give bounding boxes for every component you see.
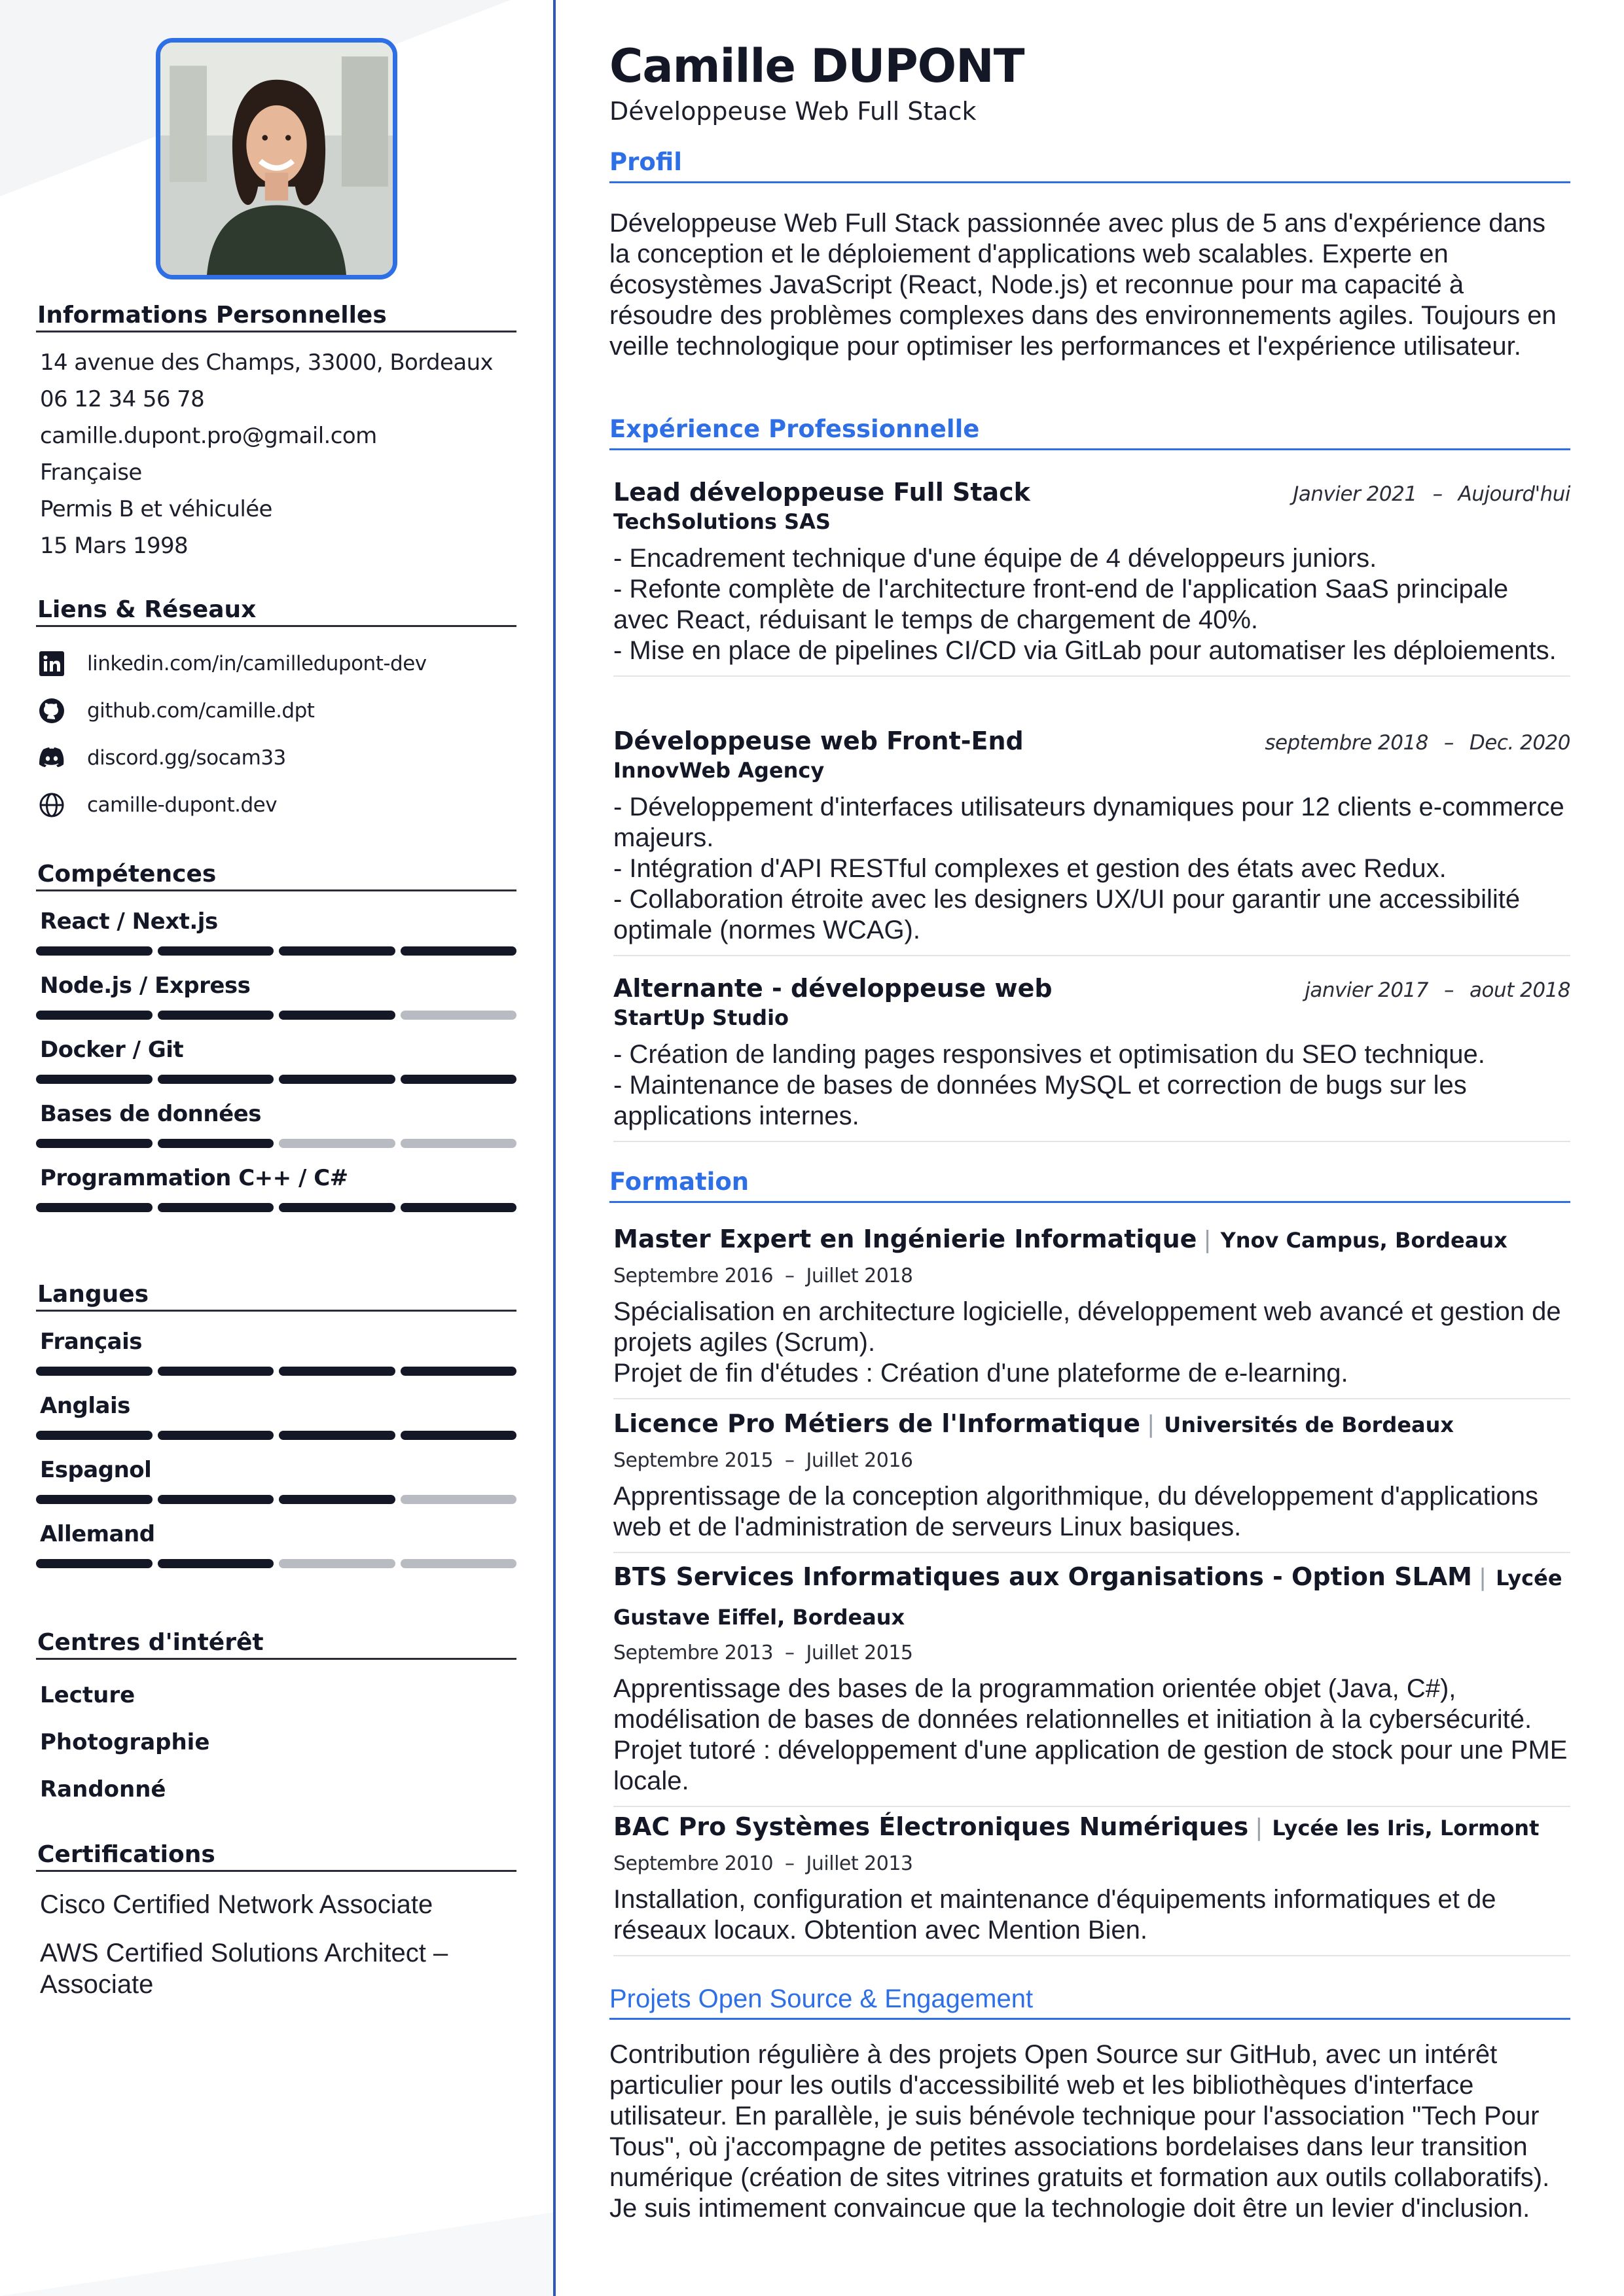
language-item (36, 1520, 516, 1568)
languages-section (36, 1278, 516, 1568)
language-label: Anglais (40, 1393, 130, 1419)
certifications-list (36, 1889, 516, 2000)
education-start: Septembre 2016 (613, 1265, 774, 1287)
level-segment (279, 1559, 395, 1568)
education-description (613, 1481, 1570, 1543)
education-line: Projet tutoré : développement d'une application de gestion de stock pour une PME locale. (613, 1736, 1568, 1795)
skill-level-bar (36, 1011, 516, 1020)
level-segment (158, 1139, 274, 1148)
job-company: StartUp Studio (613, 1005, 789, 1030)
projects-heading: Projets Open Source & Engagement (609, 1983, 1570, 2020)
linkedin-icon (37, 649, 66, 678)
level-segment (279, 1011, 395, 1020)
job-company: TechSolutions SAS (613, 509, 831, 534)
personal-info-item: 15 Mars 1998 (40, 533, 189, 559)
education-dates: Septembre 2010 – Juillet 2013 (613, 1852, 913, 1875)
level-segment (401, 1011, 517, 1020)
job-bullet: - Développement d'interfaces utilisateurs dynamiques pour 12 clients e-commerce majeurs. (613, 793, 1564, 852)
level-segment (36, 1203, 153, 1212)
job-company: InnovWeb Agency (613, 758, 825, 783)
skill-label: Programmation C++ / C# (40, 1165, 348, 1191)
level-segment (36, 1495, 153, 1504)
language-label: Espagnol (40, 1457, 152, 1483)
personal-info-item: 14 avenue des Champs, 33000, Bordeaux (40, 350, 494, 376)
education-entry: BTS Services Informatiques aux Organisations - Option SLAM | Lycée Gustave Eiffel, Bordeaux Septembre 2013 – Juillet 2015 Apprentissage des bases de la programmation orientée objet (Java, C#), modélisation de bases de données relationnelles et initiation à la cybersécurité. Projet tutoré : développement d'une application de gestion de stock pour une PME locale. (613, 1559, 1570, 1807)
level-segment (158, 1011, 274, 1020)
education-line: Projet de fin d'études : Création d'une plateforme de e-learning. (613, 1359, 1348, 1388)
level-segment (401, 1367, 517, 1376)
education-title: BAC Pro Systèmes Électroniques Numériques (613, 1812, 1249, 1841)
certifications-section (36, 1838, 516, 2000)
profile-text: Développeuse Web Full Stack passionnée avec plus de 5 ans d'expérience dans la conception et le déploiement d'applications web scalables. Experte en écosystèmes JavaScript (React, Node.js) et reconnue pour ma capacité à résoudre des problèmes complexes dans des environnements agiles. Toujours en veille technologique pour optimiser les performances et l'expérience utilisateur. (609, 209, 1557, 361)
job-bullet: - Refonte complète de l'architecture front-end de l'application SaaS principale avec React, réduisant le temps de chargement de 40%. (613, 575, 1509, 634)
level-segment (279, 946, 395, 956)
links-section (36, 593, 516, 829)
personal-info-item: camille.dupont.pro@gmail.com (40, 423, 377, 449)
link-text[interactable]: github.com/camille.dpt (87, 699, 315, 723)
education-school: Lycée Gustave Eiffel, Bordeaux (613, 1566, 1562, 1630)
languages-list (36, 1327, 516, 1568)
link-linkedin[interactable] (36, 640, 516, 687)
globe-icon (37, 791, 66, 819)
level-segment (158, 1495, 274, 1504)
level-segment (401, 1495, 517, 1504)
skill-level-bar (36, 1203, 516, 1212)
skill-item (36, 1035, 516, 1084)
job-dates: septembre 2018 – Dec. 2020 (1265, 731, 1570, 755)
education-dates: Septembre 2013 – Juillet 2015 (613, 1641, 913, 1664)
hobbies-section (36, 1626, 516, 1813)
education-school: Ynov Campus, Bordeaux (1220, 1228, 1507, 1253)
education-dates: Septembre 2015 – Juillet 2016 (613, 1449, 913, 1472)
job-bullet: - Encadrement technique d'une équipe de 4 développeurs juniors. (613, 544, 1377, 573)
skills-section (36, 857, 516, 1212)
skills-list (36, 907, 516, 1212)
job-bullet: - Collaboration étroite avec les designers UX/UI pour garantir une accessibilité optimale (normes WCAG). (613, 885, 1521, 944)
level-segment (401, 946, 517, 956)
sidebar (36, 0, 516, 2296)
education-line: Spécialisation en architecture logicielle, développement web avancé et gestion de projets agiles (Scrum). (613, 1297, 1561, 1357)
education-school: Lycée les Iris, Lormont (1272, 1816, 1540, 1840)
personal-info-item: Française (40, 459, 142, 486)
skill-level-bar (36, 946, 516, 956)
job-start: janvier 2017 (1305, 978, 1428, 1002)
level-segment (279, 1203, 395, 1212)
github-icon (37, 696, 66, 725)
languages-heading: Langues (36, 1278, 516, 1312)
job-entry (613, 478, 1570, 677)
job-title: Lead développeuse Full Stack (613, 478, 1030, 507)
job-bullet: - Maintenance de bases de données MySQL et correction de bugs sur les applications internes. (613, 1071, 1467, 1130)
level-segment (279, 1139, 395, 1148)
job-bullet: - Création de landing pages responsives et optimisation du SEO technique. (613, 1040, 1485, 1069)
level-segment (401, 1075, 517, 1084)
level-segment (36, 1075, 153, 1084)
personal-info-section (36, 298, 516, 564)
level-segment (279, 1431, 395, 1440)
job-bullet: - Mise en place de pipelines CI/CD via GitLab pour automatiser les déploiements. (613, 636, 1557, 665)
education-end: Juillet 2013 (806, 1852, 913, 1875)
job-end: aout 2018 (1469, 978, 1570, 1002)
level-segment (158, 1431, 274, 1440)
job-entry (613, 974, 1570, 1142)
personal-info-item: Permis B et véhiculée (40, 496, 272, 522)
link-text[interactable]: linkedin.com/in/camilledupont-dev (87, 652, 427, 675)
level-segment (158, 1559, 274, 1568)
language-item (36, 1327, 516, 1376)
certifications-heading: Certifications (36, 1838, 516, 1872)
column-divider (553, 0, 556, 2296)
level-segment (158, 946, 274, 956)
hobbies-list (36, 1672, 516, 1813)
education-entry: BAC Pro Systèmes Électroniques Numériques | Lycée les Iris, Lormont Septembre 2010 – Juillet 2013 Installation, configuration et maintenance d'équipements informatiques et de réseaux locaux. Obtention avec Mention Bien. (613, 1809, 1570, 1956)
certification-item: AWS Certified Solutions Architect – Associate (40, 1939, 448, 1999)
candidate-role: Développeuse Web Full Stack (609, 97, 977, 126)
level-segment (158, 1203, 274, 1212)
certification-item: Cisco Certified Network Associate (40, 1890, 433, 1919)
language-label: Allemand (40, 1521, 155, 1547)
language-item (36, 1391, 516, 1440)
link-globe[interactable] (36, 781, 516, 829)
personal-info-heading: Informations Personnelles (36, 298, 516, 332)
profile-photo (156, 38, 397, 279)
hobby-item: Photographie (40, 1729, 210, 1755)
skill-item (36, 1164, 516, 1212)
link-text[interactable]: discord.gg/socam33 (87, 746, 286, 770)
level-segment (401, 1431, 517, 1440)
level-segment (279, 1075, 395, 1084)
education-description (613, 1297, 1570, 1389)
education-description (613, 1674, 1570, 1797)
link-discord[interactable] (36, 734, 516, 781)
personal-info-list (36, 344, 516, 564)
education-title: BTS Services Informatiques aux Organisations - Option SLAM (613, 1562, 1472, 1591)
education-school: Universités de Bordeaux (1164, 1412, 1454, 1437)
level-segment (158, 1367, 274, 1376)
job-entry (613, 726, 1570, 956)
education-end: Juillet 2015 (806, 1641, 913, 1664)
skill-label: Bases de données (40, 1101, 261, 1127)
skill-level-bar (36, 1075, 516, 1084)
job-end: Dec. 2020 (1469, 731, 1570, 755)
candidate-name: Camille DUPONT (609, 39, 1024, 93)
level-segment (36, 1431, 153, 1440)
job-dates: janvier 2017 – aout 2018 (1305, 978, 1570, 1002)
education-start: Septembre 2015 (613, 1449, 774, 1472)
job-start: septembre 2018 (1265, 731, 1428, 755)
links-heading: Liens & Réseaux (36, 593, 516, 627)
skill-label: Docker / Git (40, 1037, 184, 1063)
language-level-bar (36, 1367, 516, 1376)
language-item (36, 1456, 516, 1504)
level-segment (36, 1559, 153, 1568)
level-segment (36, 1367, 153, 1376)
education-end: Juillet 2018 (806, 1265, 913, 1287)
level-segment (36, 1011, 153, 1020)
education-title: Master Expert en Ingénierie Informatique (613, 1225, 1197, 1253)
skill-level-bar (36, 1139, 516, 1148)
level-segment (401, 1559, 517, 1568)
discord-icon (37, 744, 66, 772)
hobby-item: Randonné (40, 1776, 166, 1803)
level-segment (36, 1139, 153, 1148)
link-text[interactable]: camille-dupont.dev (87, 793, 278, 817)
job-title: Développeuse web Front-End (613, 726, 1024, 755)
education-start: Septembre 2013 (613, 1641, 774, 1664)
education-line: Apprentissage de la conception algorithmique, du développement d'applications web et de l'administration de serveurs Linux basiques. (613, 1482, 1539, 1541)
education-line: Apprentissage des bases de la programmation orientée objet (Java, C#), modélisation de bases de données relationnelles et initiation à la cybersécurité. (613, 1674, 1532, 1734)
skill-label: React / Next.js (40, 908, 218, 935)
link-github[interactable] (36, 687, 516, 734)
level-segment (36, 946, 153, 956)
job-start: Janvier 2021 (1293, 482, 1417, 506)
skill-item (36, 907, 516, 956)
job-end: Aujourd'hui (1458, 482, 1570, 506)
hobbies-heading: Centres d'intérêt (36, 1626, 516, 1660)
skill-item (36, 1100, 516, 1148)
level-segment (279, 1367, 395, 1376)
language-level-bar (36, 1559, 516, 1568)
education-dates: Septembre 2016 – Juillet 2018 (613, 1265, 913, 1287)
job-dates: Janvier 2021 – Aujourd'hui (1293, 482, 1570, 506)
skill-item (36, 971, 516, 1020)
skills-heading: Compétences (36, 857, 516, 891)
education-start: Septembre 2010 (613, 1852, 774, 1875)
education-description (613, 1884, 1570, 1946)
experience-heading: Expérience Professionnelle (609, 414, 1570, 450)
level-segment (401, 1203, 517, 1212)
level-segment (158, 1075, 274, 1084)
personal-info-item: 06 12 34 56 78 (40, 386, 205, 412)
education-line: Installation, configuration et maintenance d'équipements informatiques et de réseaux locaux. Obtention avec Mention Bien. (613, 1885, 1496, 1945)
job-description (613, 1039, 1570, 1132)
level-segment (401, 1139, 517, 1148)
language-label: Français (40, 1329, 142, 1355)
job-description (613, 543, 1570, 666)
level-segment (279, 1495, 395, 1504)
job-bullet: - Intégration d'API RESTful complexes et gestion des états avec Redux. (613, 854, 1447, 883)
skill-label: Node.js / Express (40, 973, 251, 999)
profile-heading: Profil (609, 147, 1570, 183)
education-title: Licence Pro Métiers de l'Informatique (613, 1409, 1141, 1438)
language-level-bar (36, 1431, 516, 1440)
job-description (613, 792, 1570, 946)
education-entry: Master Expert en Ingénierie Informatique | Ynov Campus, Bordeaux Septembre 2016 – Juillet 2018 Spécialisation en architecture logicielle, développement web avancé et gestion de projets agiles (Scrum). Projet de fin d'études : Création d'une plateforme de e-learning. (613, 1221, 1570, 1399)
education-heading: Formation (609, 1166, 1570, 1203)
education-end: Juillet 2016 (806, 1449, 913, 1472)
hobby-item: Lecture (40, 1682, 135, 1708)
education-entry: Licence Pro Métiers de l'Informatique | Universités de Bordeaux Septembre 2015 – Juillet 2016 Apprentissage de la conception algorithmique, du développement d'applications web et de l'administration de serveurs Linux basiques. (613, 1406, 1570, 1553)
projects-text: Contribution régulière à des projets Open Source sur GitHub, avec un intérêt particulier pour les outils d'accessibilité web et les bibliothèques d'interface utilisateur. En parallèle, je suis bénévole technique pour l'association "Tech Pour Tous", où j'accompagne de petites associations bordelaises dans leur transition numérique (création de sites vitrines gratuits et formation aux outils collaboratifs). Je suis intimement convaincue que la technologie doit être un levier d'inclusion. (609, 2040, 1550, 2223)
job-title: Alternante - développeuse web (613, 974, 1053, 1003)
links-list (36, 640, 516, 829)
language-level-bar (36, 1495, 516, 1504)
